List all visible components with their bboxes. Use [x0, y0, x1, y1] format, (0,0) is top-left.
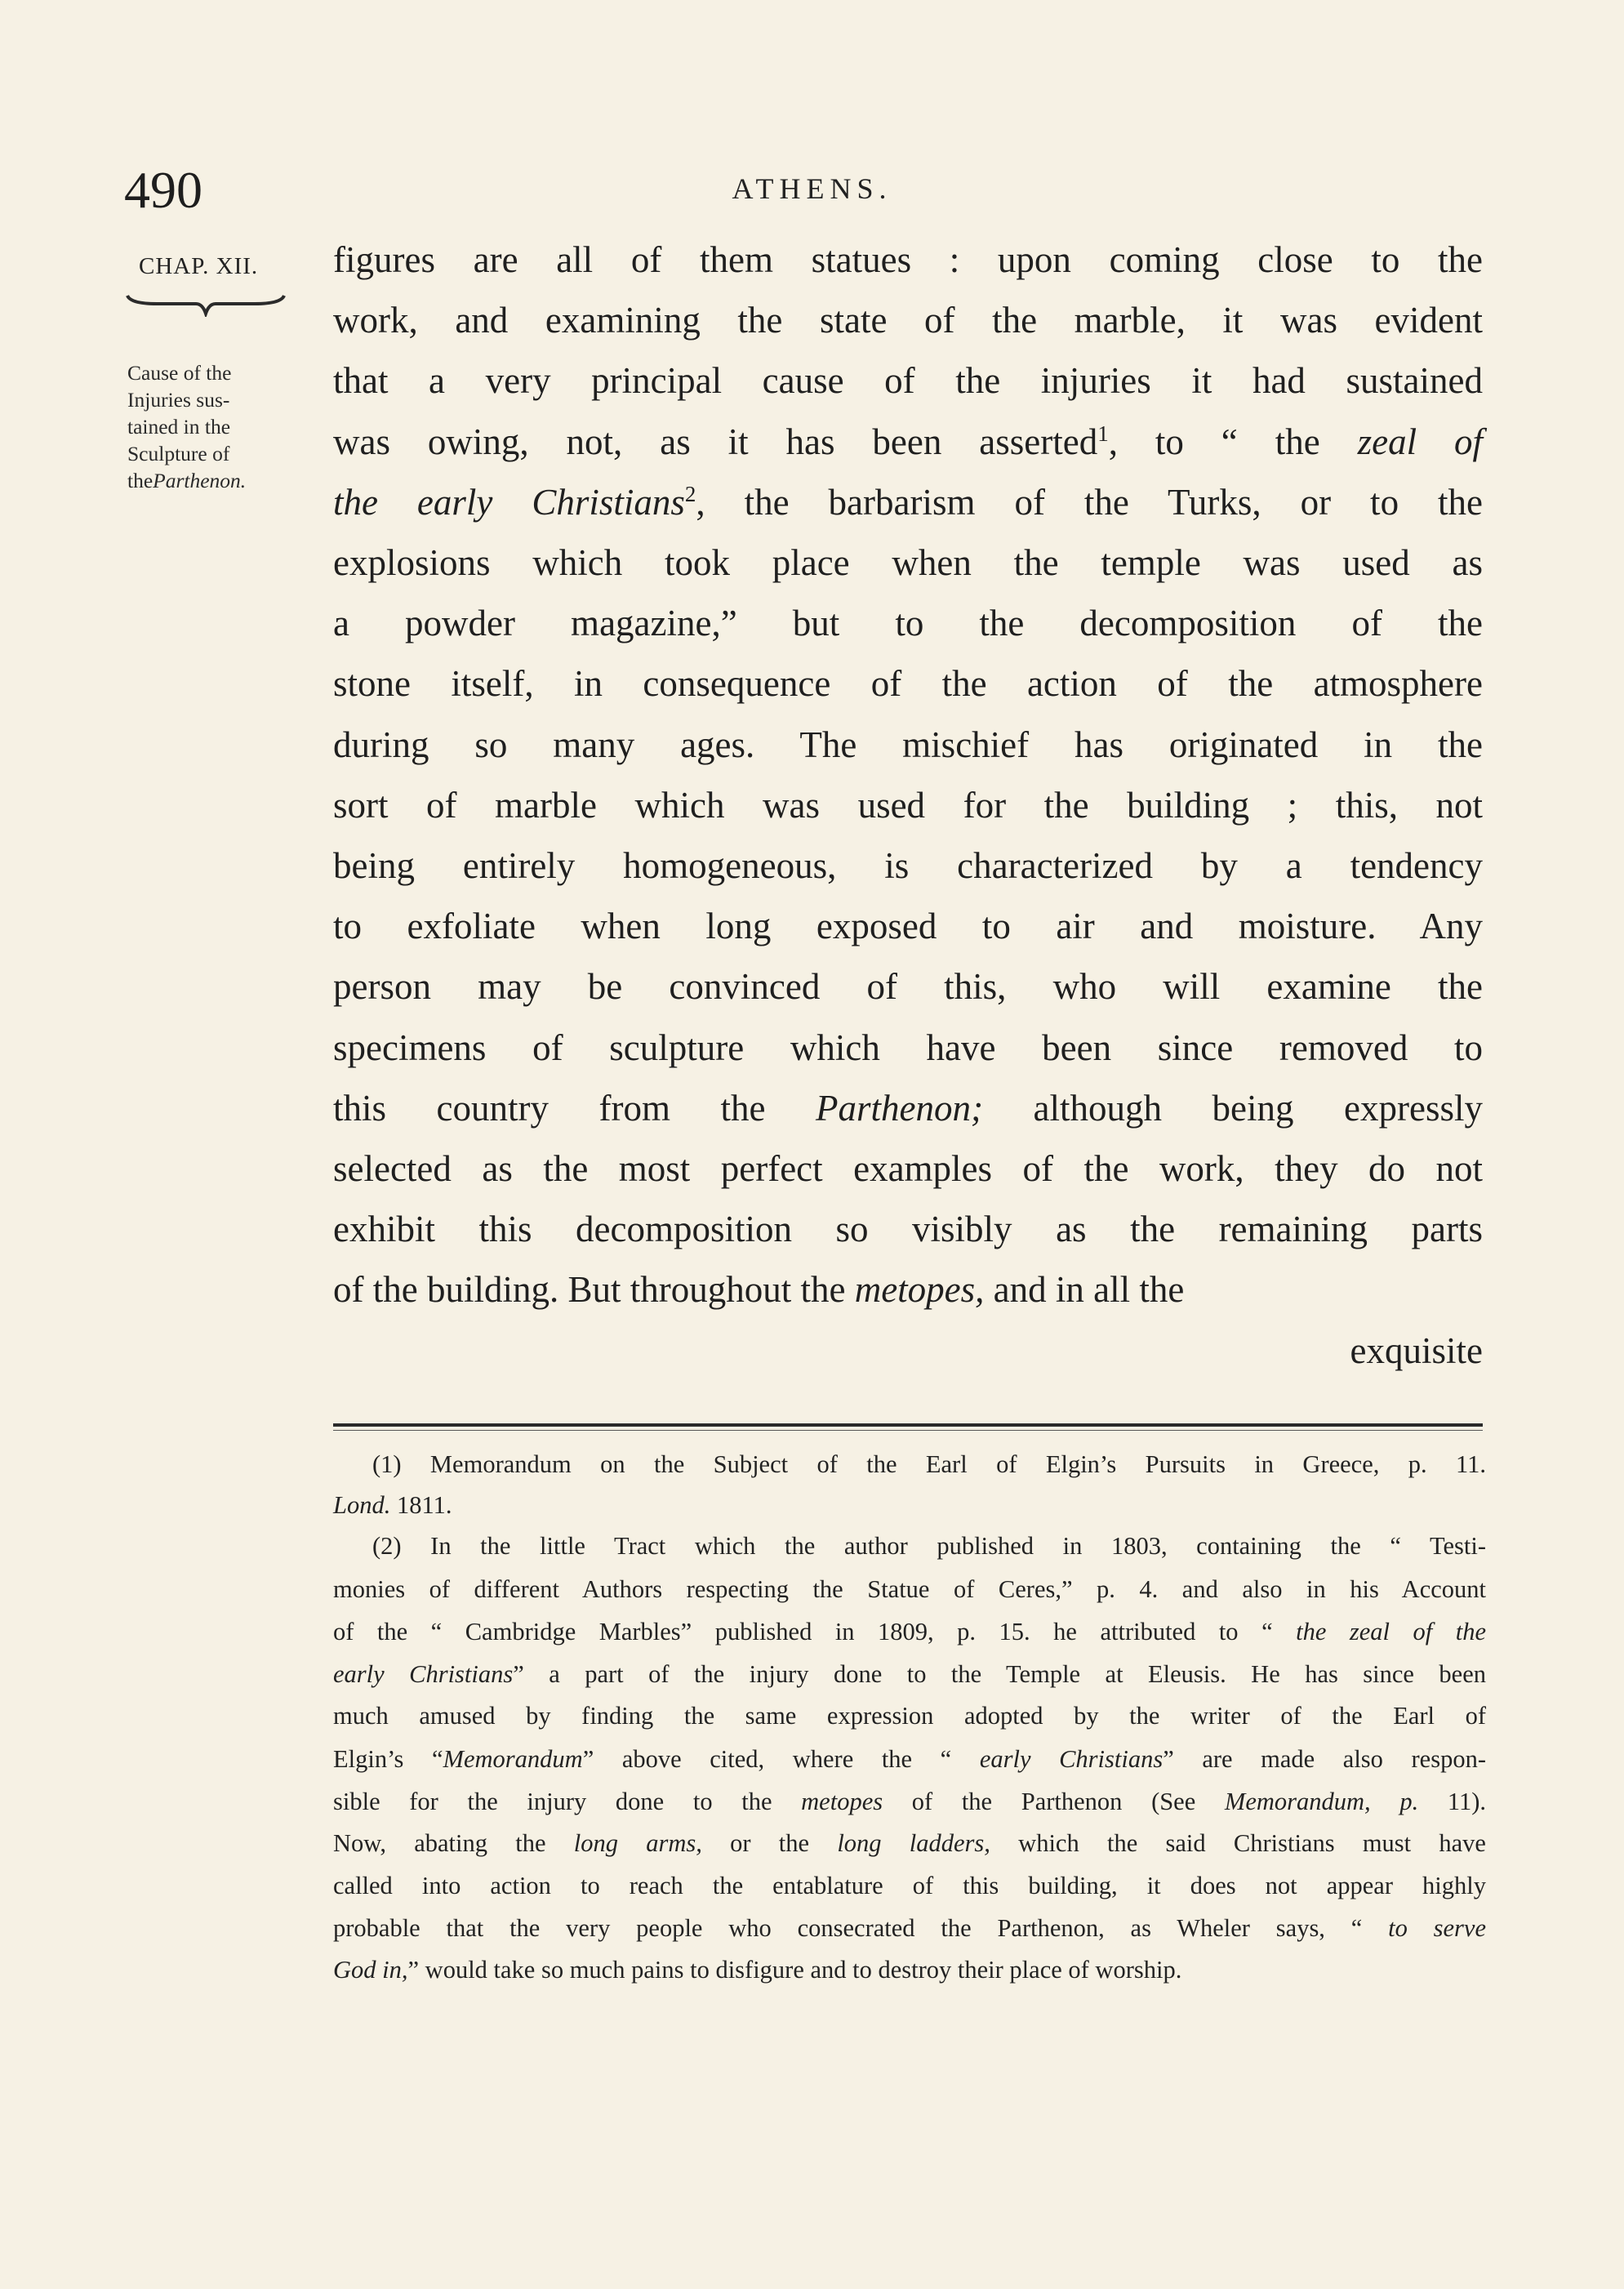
- text-run: or the: [701, 1829, 838, 1857]
- marginal-note-parthenon: Parthenon.: [153, 469, 247, 492]
- text-run: (2) In the little Tract which the author published in 1803, containing the “ Testi-: [372, 1532, 1486, 1560]
- footnote-line: [333, 1532, 1486, 1561]
- text-run: , the barbarism of the Turks, or to the: [696, 481, 1483, 523]
- text-run: Elgin’s “: [333, 1745, 443, 1773]
- footnote-line: [333, 1575, 1486, 1604]
- marginal-note-prefix: the: [127, 469, 154, 492]
- text-run: figures are all of them statues : upon coming close to the: [333, 239, 1483, 280]
- footnote-line: [333, 1660, 1486, 1689]
- body-line: [333, 481, 1483, 523]
- text-run: ” a part of the injury done to the Temple at Eleusis. He has since been: [513, 1660, 1486, 1688]
- body-line: [333, 724, 1483, 766]
- footnote-ref[interactable]: 2: [684, 481, 696, 506]
- body-line: [333, 965, 1483, 1008]
- text-run: ” would take so much pains to disfigure and to destroy their place of worship.: [407, 1956, 1182, 1984]
- marginal-note-line: Cause of the: [127, 361, 232, 385]
- marginal-note: [127, 359, 307, 494]
- text-run: sible for the injury done to the: [333, 1788, 802, 1815]
- body-line: [333, 359, 1483, 402]
- footnote-line: [333, 1702, 1486, 1730]
- body-line: [333, 541, 1483, 584]
- text-run: although being expressly: [983, 1087, 1483, 1129]
- text-run: called into action to reach the entablature of this building, it does not appear highly: [333, 1872, 1486, 1899]
- text-run: early Christians: [333, 1660, 514, 1688]
- body-line: [333, 1208, 1483, 1250]
- marginal-note-line: Sculpture of: [127, 442, 230, 465]
- text-run: this country from the: [333, 1087, 816, 1129]
- text-run: much amused by finding the same expression adopted by the writer of the Earl of: [333, 1702, 1486, 1730]
- text-run: of the building. But throughout the: [333, 1269, 855, 1311]
- footnote-line: [333, 1745, 1486, 1774]
- text-run: a powder magazine,” but to the decomposition of the: [333, 603, 1483, 644]
- text-run: the early Christians: [333, 481, 685, 523]
- text-run: long arms,: [573, 1829, 702, 1857]
- body-line: [333, 421, 1483, 463]
- footnote-line: [333, 1618, 1486, 1646]
- footnote-line: [333, 1491, 1486, 1520]
- body-line: [333, 905, 1483, 947]
- text-run: which the said Christians must have: [990, 1829, 1486, 1857]
- text-run: zeal of: [1357, 421, 1483, 462]
- text-run: (1) Memorandum on the Subject of the Earl of Elgin’s Pursuits in Greece, p. 11.: [372, 1450, 1486, 1478]
- footnote-line: [333, 1914, 1486, 1943]
- text-run: stone itself, in consequence of the action of the atmosphere: [333, 663, 1483, 705]
- text-run: metopes,: [854, 1269, 985, 1311]
- text-run: Now, abating the: [333, 1829, 574, 1857]
- body-line: [333, 844, 1483, 887]
- text-run: early Christians: [979, 1745, 1163, 1773]
- text-run: to serve: [1388, 1914, 1487, 1942]
- text-run: probable that the very people who consecrated the Parthenon, as Wheler says, “: [333, 1914, 1389, 1942]
- text-run: of the Parthenon (See: [883, 1788, 1225, 1815]
- text-run: the zeal of the: [1296, 1618, 1486, 1645]
- body-line: [333, 1087, 1483, 1129]
- text-run: and in all the: [984, 1269, 1185, 1311]
- body-line: [333, 662, 1483, 705]
- text-run: specimens of sculpture which have been since removed to: [333, 1026, 1483, 1068]
- footnote-ref[interactable]: 1: [1097, 421, 1109, 446]
- text-run: ” above cited, where the “: [582, 1745, 980, 1773]
- text-run: work, and examining the state of the marble, it was evident: [333, 300, 1483, 341]
- footnote-line: [333, 1956, 1486, 1984]
- text-run: Memorandum: [443, 1745, 583, 1773]
- body-line: [333, 1268, 1483, 1311]
- text-run: being entirely homogeneous, is characterized by a tendency: [333, 845, 1483, 886]
- footnote-line: [333, 1829, 1486, 1858]
- marginal-note-line: Injuries sus-: [127, 388, 230, 412]
- text-run: explosions which took place when the temple was used as: [333, 542, 1483, 583]
- brace-ornament: [124, 292, 287, 317]
- text-run: ” are made also respon-: [1163, 1745, 1486, 1773]
- text-run: to exfoliate when long exposed to air and moisture. Any: [333, 906, 1483, 947]
- text-run: was owing, not, as it has been asserted: [333, 421, 1098, 462]
- text-run: long ladders,: [837, 1829, 990, 1857]
- page-number: 490: [124, 161, 202, 219]
- catchword: exquisite: [1350, 1329, 1483, 1371]
- text-run: exhibit this decomposition so visibly as the remaining parts: [333, 1209, 1483, 1250]
- text-run: metopes: [801, 1788, 883, 1815]
- text-run: Memorandum, p.: [1224, 1788, 1419, 1815]
- body-line: [333, 238, 1483, 281]
- body-line: [333, 602, 1483, 644]
- text-run: of the “ Cambridge Marbles” published in 1809, p. 15. he attributed to “: [333, 1618, 1297, 1645]
- body-line: [333, 299, 1483, 341]
- text-run: monies of different Authors respecting the Statue of Ceres,” p. 4. and also in his Account: [333, 1575, 1486, 1603]
- body-line: [333, 784, 1483, 826]
- footnote-rule-thin: [333, 1430, 1483, 1431]
- running-head: ATHENS.: [732, 172, 892, 205]
- body-line: [333, 1147, 1483, 1190]
- text-run: 11).: [1418, 1788, 1487, 1815]
- text-run: Parthenon;: [816, 1087, 983, 1129]
- text-run: Lond.: [333, 1491, 391, 1519]
- marginal-note-line: tained in the: [127, 415, 231, 439]
- text-run: person may be convinced of this, who will examine the: [333, 966, 1483, 1008]
- text-run: , to “ the: [1108, 421, 1358, 462]
- text-run: God in,: [333, 1956, 408, 1984]
- text-run: that a very principal cause of the injuries it had sustained: [333, 360, 1483, 402]
- footnote-line: [333, 1872, 1486, 1900]
- footnote-line: [333, 1450, 1486, 1479]
- text-run: sort of marble which was used for the building ; this, not: [333, 784, 1483, 826]
- footnote-line: [333, 1788, 1486, 1816]
- text-run: during so many ages. The mischief has originated in the: [333, 724, 1483, 765]
- footnote-rule: [333, 1423, 1483, 1427]
- text-run: selected as the most perfect examples of the work, they do not: [333, 1148, 1483, 1189]
- marginal-note-line: [127, 467, 307, 494]
- chapter-label: CHAP. XII.: [139, 253, 259, 279]
- body-line: [333, 1026, 1483, 1069]
- text-run: 1811.: [390, 1491, 452, 1519]
